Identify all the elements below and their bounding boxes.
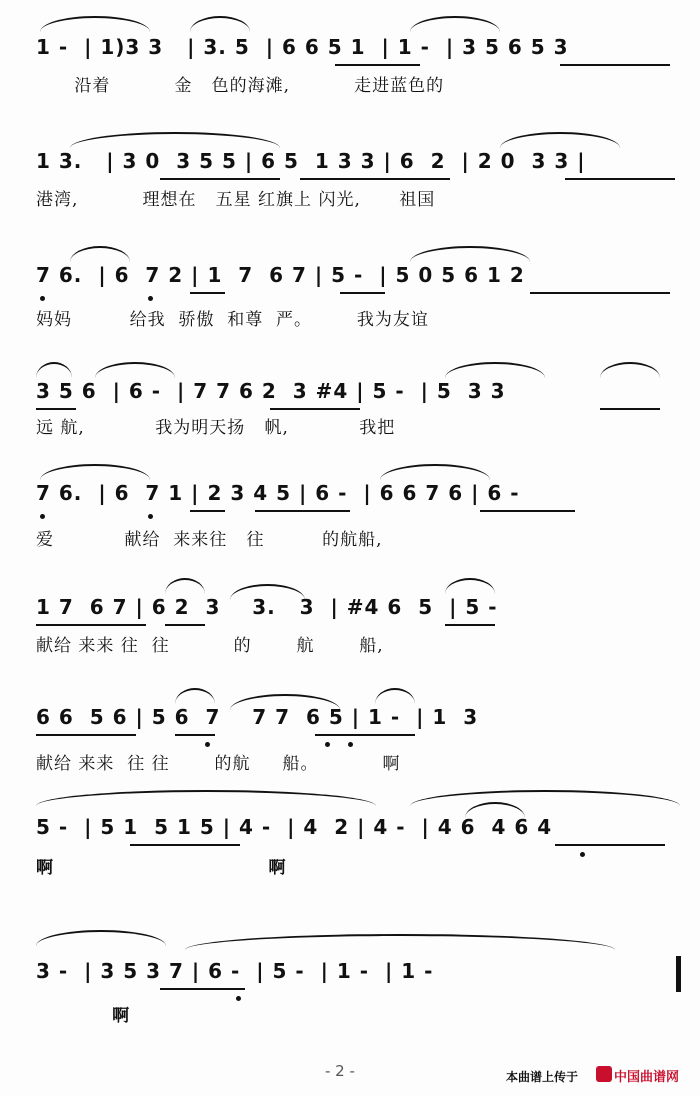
octave-dot: [348, 742, 353, 747]
page-number: - 2 -: [325, 1062, 355, 1080]
underline: [175, 734, 215, 736]
underline: [560, 64, 670, 66]
underline: [600, 408, 660, 410]
final-barline: [676, 956, 681, 992]
lyric-line: 沿着 金 色的海滩, 走进蓝色的: [36, 76, 445, 96]
slur: [36, 930, 166, 946]
notation-line: 1 7 6 7 | 6 2 3 3. 3 | #4 6 5 | 5 -: [36, 595, 498, 619]
octave-dot: [148, 514, 153, 519]
site-logo-text: 中国曲谱网: [614, 1070, 680, 1085]
underline: [300, 178, 450, 180]
underline: [190, 292, 225, 294]
underline: [530, 292, 670, 294]
lyric-line: 远 航, 我为明天扬 帆, 我把: [36, 418, 396, 438]
notation-line: 1 3. | 3 0 3 5 5 | 6 5 1 3 3 | 6 2 | 2 0 3 3 |: [36, 149, 586, 173]
underline: [36, 734, 136, 736]
underline: [36, 624, 146, 626]
notation-line: 7 6. | 6 7 2 | 1 7 6 7 | 5 - | 5 0 5 6 1 2: [36, 263, 525, 287]
slur: [36, 790, 376, 806]
underline: [565, 178, 675, 180]
site-logo[interactable]: [596, 1064, 696, 1086]
underline: [445, 624, 495, 626]
notation-line: 3 5 6 | 6 - | 7 7 6 2 3 #4 | 5 - | 5 3 3: [36, 379, 506, 403]
lyric-line: 妈妈 给我 骄傲 和尊 严。 我为友谊: [36, 310, 429, 330]
site-logo-icon: [596, 1066, 612, 1082]
underline: [555, 844, 665, 846]
lyric-line: 啊: [36, 1006, 131, 1026]
slur: [185, 934, 615, 950]
underline: [270, 408, 360, 410]
underline: [480, 510, 575, 512]
underline: [130, 844, 240, 846]
slur: [410, 790, 680, 806]
octave-dot: [236, 996, 241, 1001]
notation-line: 6 6 5 6 | 5 6 7 7 7 6 5 | 1 - | 1 3: [36, 705, 479, 729]
notation-line: 5 - | 5 1 5 1 5 | 4 - | 4 2 | 4 - | 4 6 4 6 4: [36, 815, 553, 839]
notation-line: 3 - | 3 5 3 7 | 6 - | 5 - | 1 - | 1 -: [36, 959, 434, 983]
underline: [160, 988, 245, 990]
notation-line: 1 - | 1)3 3 | 3. 5 | 6 6 5 1 | 1 - | 3 5 6 5 3: [36, 35, 569, 59]
underline: [190, 510, 225, 512]
lyric-line: 啊 啊: [36, 858, 287, 878]
octave-dot: [40, 296, 45, 301]
lyric-line: 爱 献给 来来往 往 的航船,: [36, 530, 383, 550]
underline: [165, 624, 205, 626]
underline: [36, 408, 76, 410]
underline: [335, 64, 420, 66]
underline: [255, 510, 350, 512]
octave-dot: [40, 514, 45, 519]
lyric-line: 港湾, 理想在 五星 红旗上 闪光, 祖国: [36, 190, 436, 210]
lyric-line: 献给 来来 往 往 的 航 船,: [36, 636, 384, 656]
upload-note: 本曲谱上传于: [506, 1070, 579, 1084]
underline: [160, 178, 280, 180]
underline: [315, 734, 415, 736]
notation-line: 7 6. | 6 7 1 | 2 3 4 5 | 6 - | 6 6 7 6 | 6 -: [36, 481, 520, 505]
lyric-line: 献给 来来 往 往 的航 船。 啊: [36, 754, 401, 774]
octave-dot: [205, 742, 210, 747]
underline: [340, 292, 385, 294]
octave-dot: [148, 296, 153, 301]
octave-dot: [325, 742, 330, 747]
